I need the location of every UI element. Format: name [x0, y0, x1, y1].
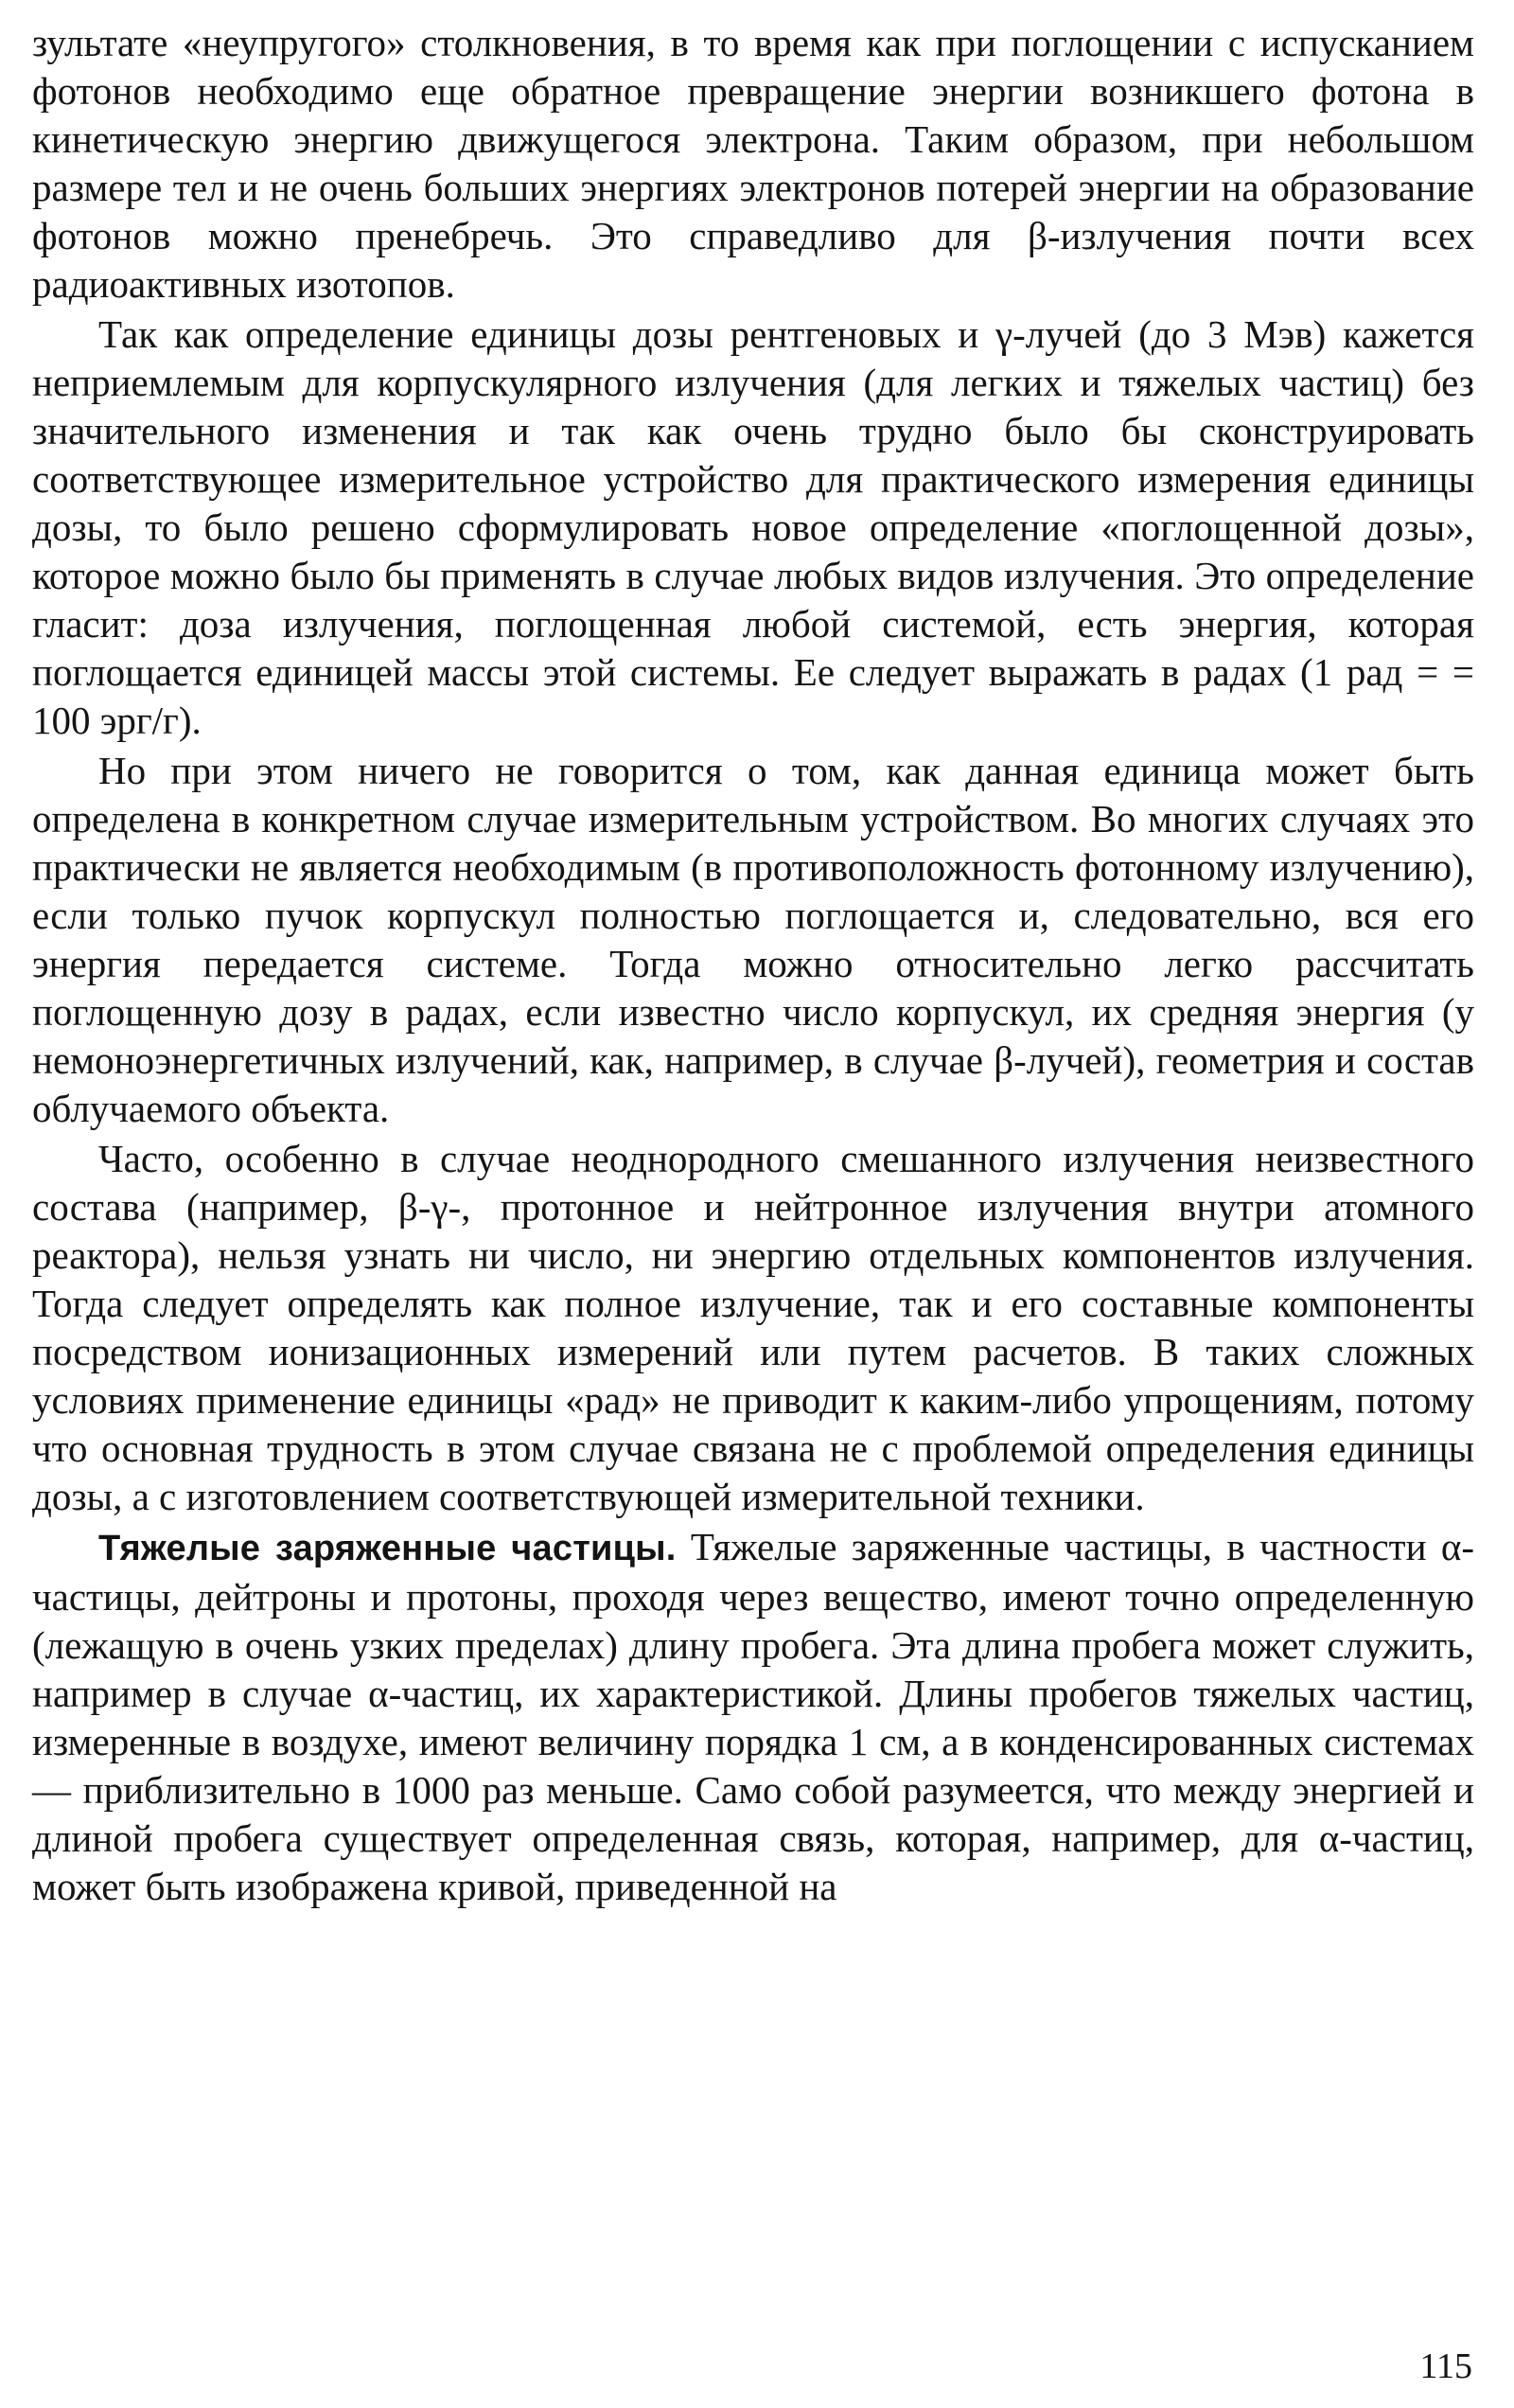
paragraph-measurement-device: Но при этом ничего не говорится о том, как данная единица может быть определена в конкретном случае измерительным устройством. Во многих случаях это практически не является необходимым (в противоположность фотонному излучению), если только пучок корпускул полностью поглощается и, следовательно, вся его энергия передается системе. Тогда можно относительно легко рассчитать поглощенную дозу в радах, если известно число корпускул, их средняя энергия (у немоноэнергетичных излучений, как, например, в случае β-лучей), геометрия и состав облучаемого объекта. [32, 749, 1474, 1130]
section-heavy-charged-particles [32, 1523, 1474, 1911]
page-number: 115 [1419, 2346, 1472, 2386]
section-body-text: Тяжелые заряженные частицы, в частности α-частицы, дейтроны и протоны, проходя через вещество, имеют точно определенную (лежащую в очень узких пределах) длину пробега. Эта длина пробега может служить, например в случае α-частиц, их характеристикой. Длины пробегов тяжелых частиц, измеренные в воздухе, имеют величину порядка 1 см, а в конденсированных системах — приблизительно в 1000 раз меньше. Само собой разумеется, что между энергией и длиной пробега существует определенная связь, которая, например, для α-частиц, может быть изображена кривой, приведенной на [32, 1525, 1474, 1908]
paragraph-continuation: зультате «неупругого» столкновения, в то время как при поглощении с испусканием фотонов необходимо еще обратное превращение энергии возникшего фотона в кинетическую энергию движущегося электрона. Таким образом, при небольшом размере тел и не очень больших энергиях электронов потерей энергии на образование фотонов можно пренебречь. Это справедливо для β-излучения почти всех радиоактивных изотопов. [32, 21, 1474, 306]
paragraph-mixed-radiation: Часто, особенно в случае неоднородного смешанного излучения неизвестного состава (например, β-γ-, протонное и нейтронное излучения внутри атомного реактора), нельзя узнать ни число, ни энергию отдельных компонентов излучения. Тогда следует определять как полное излучение, так и его составные компоненты посредством ионизационных измерений или путем расчетов. В таких сложных условиях применение единицы «рад» не приводит к каким-либо упрощениям, потому что основная трудность в этом случае связана не с проблемой определения единицы дозы, а с изготовлением соответствующей измерительной техники. [32, 1137, 1474, 1518]
paragraph-absorbed-dose-definition: Так как определение единицы дозы рентгеновых и γ-лучей (до 3 Мэв) кажется неприемлемым для корпускулярного излучения (для легких и тяжелых частиц) без значительного изменения и так как очень трудно было бы сконструировать соответствующее измерительное устройство для практического измерения единицы дозы, то было решено сформулировать новое определение «поглощенной дозы», которое можно было бы применять в случае любых видов излучения. Это определение гласит: доза излучения, поглощенная любой системой, есть энергия, которая поглощается единицей массы этой системы. Ее следует выражать в радах (1 рад = = 100 эрг/г). [32, 312, 1474, 742]
section-heading: Тяжелые заряженные частицы. [98, 1529, 677, 1568]
